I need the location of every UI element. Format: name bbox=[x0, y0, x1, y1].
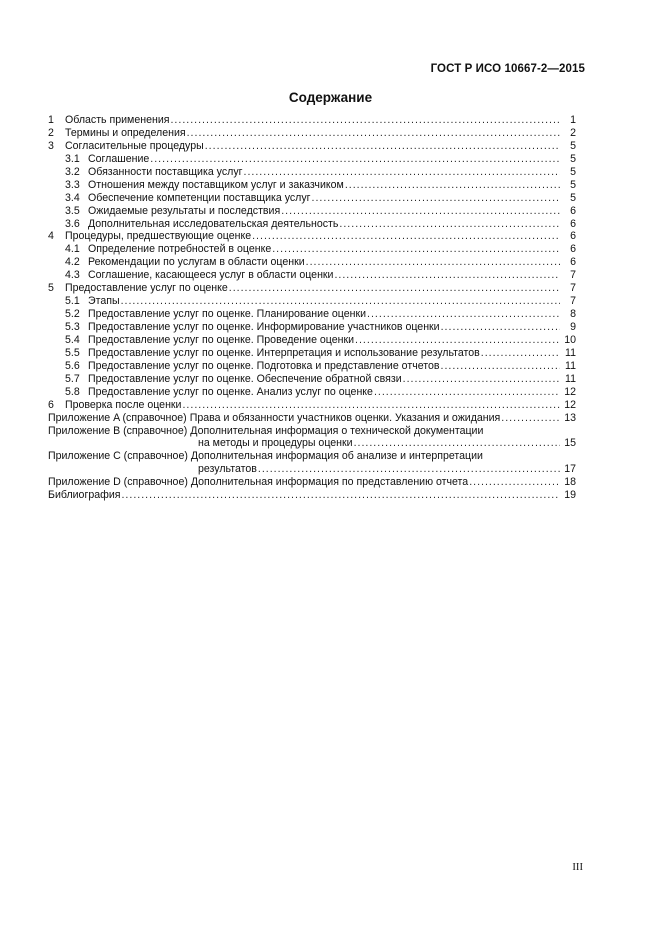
appendix-entry[interactable] bbox=[48, 476, 576, 489]
dot-leader bbox=[252, 230, 560, 243]
toc-entry-number: 2 bbox=[48, 126, 54, 139]
appendix-page: 13 bbox=[564, 411, 576, 424]
toc-entry-number: 1 bbox=[48, 114, 54, 126]
toc-entry[interactable] bbox=[48, 179, 576, 192]
appendix-page: 15 bbox=[564, 437, 576, 450]
toc-entry-number: 5.3 bbox=[65, 321, 80, 333]
dot-leader bbox=[258, 463, 560, 476]
appendix-entry-continuation bbox=[48, 437, 576, 450]
bibliography-entry[interactable] bbox=[48, 489, 576, 502]
dot-leader bbox=[121, 295, 560, 308]
appendix-entry[interactable] bbox=[48, 425, 576, 438]
dot-leader bbox=[121, 489, 560, 502]
dot-leader bbox=[374, 386, 560, 399]
appendix-entry[interactable] bbox=[48, 450, 576, 463]
dot-leader bbox=[182, 399, 560, 412]
appendix-label-continued: результатов bbox=[198, 463, 257, 476]
dot-leader bbox=[205, 140, 560, 153]
dot-leader bbox=[244, 166, 561, 179]
toc-entry[interactable] bbox=[48, 127, 576, 140]
appendix-prefix: Приложение D (справочное) bbox=[48, 476, 188, 489]
toc-entry[interactable] bbox=[48, 282, 576, 295]
appendix-prefix: Приложение B (справочное) bbox=[48, 424, 188, 437]
toc-entry-label: Соглашение bbox=[88, 152, 150, 165]
toc-entry-page: 6 bbox=[570, 256, 576, 269]
appendix-label: Права и обязанности участников оценки. Указания и ожидания bbox=[189, 411, 501, 424]
toc-entry-page: 5 bbox=[570, 191, 576, 204]
dot-leader bbox=[481, 347, 560, 360]
dot-leader bbox=[441, 321, 560, 334]
toc-entry-label: Обязанности поставщика услуг bbox=[88, 165, 243, 178]
toc-entry-page: 11 bbox=[565, 359, 576, 372]
dot-leader bbox=[441, 360, 560, 373]
toc-entry-number: 5.5 bbox=[65, 346, 80, 359]
toc-entry-label: Определение потребностей в оценке bbox=[88, 243, 272, 256]
toc-entry[interactable] bbox=[48, 347, 576, 360]
toc-entry[interactable] bbox=[48, 386, 576, 399]
toc-entry-number: 4.1 bbox=[65, 243, 80, 256]
toc-entry-page: 5 bbox=[570, 165, 576, 178]
dot-leader bbox=[354, 437, 560, 450]
toc-entry[interactable] bbox=[48, 192, 576, 205]
dot-leader bbox=[187, 127, 560, 140]
toc-entry-page: 11 bbox=[565, 372, 576, 385]
toc-entry-page: 5 bbox=[570, 178, 576, 191]
dot-leader bbox=[501, 412, 560, 425]
toc-entry-number: 5.7 bbox=[65, 372, 80, 385]
toc-entry-number: 3.1 bbox=[65, 152, 80, 165]
toc-entry-label: Дополнительная исследовательская деятельность bbox=[88, 217, 339, 230]
toc-entry-page: 10 bbox=[564, 333, 576, 346]
toc-entry-label: Этапы bbox=[88, 295, 120, 308]
toc-entry-number: 4 bbox=[48, 230, 54, 243]
toc-entry[interactable] bbox=[48, 205, 576, 218]
toc-entry-label: Предоставление услуг по оценке. Проведение оценки bbox=[88, 333, 355, 346]
toc-entry-number: 6 bbox=[48, 398, 54, 411]
toc-entry-page: 5 bbox=[570, 139, 576, 152]
dot-leader bbox=[272, 243, 560, 256]
toc-entry-label: Обеспечение компетенции поставщика услуг bbox=[88, 191, 311, 204]
toc-entry[interactable] bbox=[48, 153, 576, 166]
page-title: Содержание bbox=[288, 90, 373, 105]
toc-entry-page: 11 bbox=[565, 346, 576, 359]
appendix-prefix: Приложение C (справочное) bbox=[48, 450, 188, 463]
dot-leader bbox=[403, 373, 560, 386]
appendix-entry[interactable] bbox=[48, 412, 576, 425]
toc-entry-page: 2 bbox=[570, 126, 576, 139]
toc-entry-label: Предоставление услуг по оценке. Информирование участников оценки bbox=[88, 321, 440, 333]
toc-entry-label: Согласительные процедуры bbox=[65, 139, 204, 152]
toc-entry-number: 3.6 bbox=[65, 217, 80, 230]
document-code: ГОСТ Р ИСО 10667-2—2015 bbox=[430, 63, 585, 75]
dot-leader bbox=[306, 256, 560, 269]
toc-entry-page: 6 bbox=[570, 204, 576, 217]
dot-leader bbox=[339, 218, 560, 231]
toc-entry-page: 7 bbox=[570, 269, 576, 282]
toc-entry[interactable] bbox=[48, 230, 576, 243]
toc-entry[interactable] bbox=[48, 334, 576, 347]
toc-entry[interactable] bbox=[48, 243, 576, 256]
toc-entry[interactable] bbox=[48, 256, 576, 269]
toc-entry-label: Проверка после оценки bbox=[65, 398, 182, 411]
toc-entry-page: 8 bbox=[570, 308, 576, 321]
toc-entry-label: Область применения bbox=[65, 114, 170, 126]
toc-entry-page: 12 bbox=[564, 398, 576, 411]
dot-leader bbox=[334, 269, 560, 282]
toc-entry-number: 5.8 bbox=[65, 385, 80, 398]
toc-entry-number: 4.2 bbox=[65, 256, 80, 269]
toc-entry-page: 7 bbox=[570, 295, 576, 308]
dot-leader bbox=[469, 476, 560, 489]
toc-entry-number: 4.3 bbox=[65, 269, 80, 282]
toc-entry-number: 3.3 bbox=[65, 178, 80, 191]
toc-entry-number: 5.6 bbox=[65, 359, 80, 372]
table-of-contents bbox=[48, 114, 576, 502]
dot-leader bbox=[312, 192, 560, 205]
toc-entry-page: 5 bbox=[570, 152, 576, 165]
toc-entry-label: Предоставление услуг по оценке. Планирование оценки bbox=[88, 308, 367, 321]
toc-entry[interactable] bbox=[48, 360, 576, 373]
toc-entry-label: Предоставление услуг по оценке. Обеспечение обратной связи bbox=[88, 372, 402, 385]
dot-leader bbox=[281, 205, 560, 218]
dot-leader bbox=[150, 153, 560, 166]
toc-entry-number: 5 bbox=[48, 282, 54, 295]
toc-entry-page: 6 bbox=[570, 243, 576, 256]
page-number: III bbox=[572, 862, 583, 873]
appendix-label: Дополнительная информация по представлению отчета bbox=[190, 476, 469, 489]
toc-entry[interactable] bbox=[48, 140, 576, 153]
toc-entry-number: 5.1 bbox=[65, 295, 80, 308]
appendix-label: Дополнительная информация о технической документации bbox=[190, 424, 484, 437]
toc-entry-page: 6 bbox=[570, 230, 576, 243]
toc-entry-label: Предоставление услуг по оценке. Подготовка и представление отчетов bbox=[88, 359, 440, 372]
toc-entry-label: Предоставление услуг по оценке. Анализ услуг по оценке bbox=[88, 385, 373, 398]
toc-entry-number: 3.2 bbox=[65, 165, 80, 178]
appendix-entry-continuation bbox=[48, 463, 576, 476]
toc-entry[interactable] bbox=[48, 166, 576, 179]
toc-entry[interactable] bbox=[48, 373, 576, 386]
dot-leader bbox=[170, 114, 560, 127]
dot-leader bbox=[367, 308, 560, 321]
toc-entry-number: 5.4 bbox=[65, 333, 80, 346]
dot-leader bbox=[345, 179, 560, 192]
toc-entry-label: Предоставление услуг по оценке bbox=[65, 282, 228, 295]
toc-entry[interactable] bbox=[48, 321, 576, 334]
appendix-label-continued: на методы и процедуры оценки bbox=[198, 437, 353, 450]
toc-entry-page: 9 bbox=[570, 321, 576, 333]
bibliography-label: Библиография bbox=[48, 489, 121, 502]
toc-entry-number: 3.5 bbox=[65, 204, 80, 217]
appendix-page: 18 bbox=[564, 476, 576, 489]
toc-entry-label: Предоставление услуг по оценке. Интерпретация и использование результатов bbox=[88, 346, 480, 359]
toc-entry-number: 3.4 bbox=[65, 191, 80, 204]
toc-entry-label: Ожидаемые результаты и последствия bbox=[88, 204, 281, 217]
toc-entry[interactable] bbox=[48, 295, 576, 308]
toc-entry[interactable] bbox=[48, 269, 576, 282]
toc-entry-label: Соглашение, касающееся услуг в области оценки bbox=[88, 269, 334, 282]
bibliography-page: 19 bbox=[564, 489, 576, 502]
appendix-prefix: Приложение A (справочное) bbox=[48, 411, 187, 424]
toc-entry[interactable] bbox=[48, 308, 576, 321]
toc-entry-label: Процедуры, предшествующие оценке bbox=[65, 230, 252, 243]
appendix-label: Дополнительная информация об анализе и интерпретации bbox=[190, 450, 483, 463]
toc-entry-page: 7 bbox=[570, 282, 576, 295]
toc-entry-label: Рекомендации по услугам в области оценки bbox=[88, 256, 305, 269]
toc-entry-page: 6 bbox=[570, 217, 576, 230]
toc-entry-number: 5.2 bbox=[65, 308, 80, 321]
toc-entry[interactable] bbox=[48, 114, 576, 127]
toc-entry-page: 1 bbox=[570, 114, 576, 126]
toc-entry[interactable] bbox=[48, 399, 576, 412]
toc-entry-page: 12 bbox=[564, 385, 576, 398]
toc-entry-number: 3 bbox=[48, 139, 54, 152]
dot-leader bbox=[355, 334, 560, 347]
toc-entry[interactable] bbox=[48, 218, 576, 231]
toc-entry-label: Термины и определения bbox=[65, 126, 186, 139]
appendix-page: 17 bbox=[564, 463, 576, 476]
toc-entry-label: Отношения между поставщиком услуг и заказчиком bbox=[88, 178, 344, 191]
dot-leader bbox=[229, 282, 560, 295]
